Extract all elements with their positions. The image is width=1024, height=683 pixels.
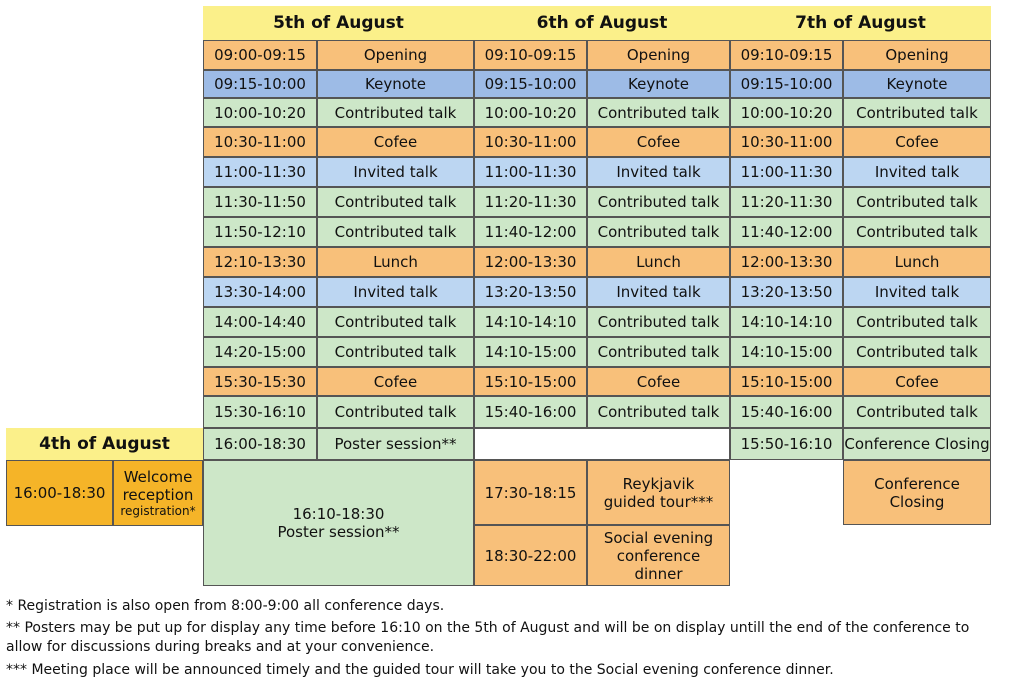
time-cell: 11:20-11:30 [730, 187, 843, 217]
time-cell: 11:40-12:00 [474, 217, 587, 247]
day-header-5: 5th of August [203, 6, 474, 40]
event-cell: Contributed talk [843, 98, 991, 127]
day-header-4: 4th of August [6, 428, 203, 460]
day-header-6: 6th of August [474, 6, 730, 40]
time-cell: 14:10-14:10 [474, 307, 587, 337]
event-cell: Contributed talk [843, 217, 991, 247]
time-cell: 11:00-11:30 [203, 157, 317, 187]
event-cell: Invited talk [843, 277, 991, 307]
event-cell: Keynote [587, 70, 730, 98]
day4-event-line1: Welcome [123, 467, 193, 486]
event-cell: Lunch [843, 247, 991, 277]
event-cell: Contributed talk [317, 307, 474, 337]
event-cell: Keynote [843, 70, 991, 98]
event-cell: Contributed talk [843, 337, 991, 367]
time-cell: 15:30-16:10 [203, 396, 317, 428]
event-cell: Cofee [843, 127, 991, 157]
time-cell: 12:10-13:30 [203, 247, 317, 277]
time-cell: 10:00-10:20 [730, 98, 843, 127]
footnote-1: * Registration is also open from 8:00-9:00 all conference days. [6, 598, 445, 614]
day5-poster-session-cell [203, 460, 474, 586]
time-cell: 09:15-10:00 [474, 70, 587, 98]
day6-tour-time: 17:30-18:15 [474, 460, 587, 525]
time-cell: 11:00-11:30 [730, 157, 843, 187]
event-cell: Keynote [317, 70, 474, 98]
footnote-3: *** Meeting place will be announced timely and the guided tour will take you to the Social evening conference dinner. [6, 662, 834, 678]
event-cell: Contributed talk [317, 98, 474, 127]
event-cell: Contributed talk [587, 307, 730, 337]
event-cell: Cofee [317, 367, 474, 396]
event-cell: Opening [843, 40, 991, 70]
event-cell: Conference Closing [843, 428, 991, 460]
event-cell: Contributed talk [843, 396, 991, 428]
day4-event-cell [113, 460, 203, 526]
event-cell: Contributed talk [587, 187, 730, 217]
day5-extra-time: 16:10-18:30 [292, 505, 385, 523]
time-cell: 09:10-09:15 [474, 40, 587, 70]
event-cell: Invited talk [587, 277, 730, 307]
time-cell: 11:20-11:30 [474, 187, 587, 217]
time-cell: 15:30-15:30 [203, 367, 317, 396]
time-cell: 11:30-11:50 [203, 187, 317, 217]
time-cell: 15:10-15:00 [474, 367, 587, 396]
event-cell: Lunch [587, 247, 730, 277]
day6-tour-event: Reykjavik guided tour*** [587, 460, 730, 525]
time-cell: 12:00-13:30 [730, 247, 843, 277]
time-cell: 10:00-10:20 [203, 98, 317, 127]
day5-extra-event: Poster session** [277, 523, 400, 541]
time-cell: 09:15-10:00 [203, 70, 317, 98]
time-cell: 11:40-12:00 [730, 217, 843, 247]
time-cell: 09:10-09:15 [730, 40, 843, 70]
event-cell: Invited talk [587, 157, 730, 187]
time-cell: 14:10-15:00 [474, 337, 587, 367]
event-cell: Contributed talk [317, 337, 474, 367]
time-cell: 10:30-11:00 [203, 127, 317, 157]
day4-event-line2: reception [122, 485, 194, 504]
day6-dinner-time: 18:30-22:00 [474, 525, 587, 586]
time-cell: 10:30-11:00 [474, 127, 587, 157]
footnote-2: ** Posters may be put up for display any time before 16:10 on the 5th of August and will be on display untill the end of the conference to allow for discussions during breaks and at your convenience. [6, 620, 970, 655]
time-cell: 13:30-14:00 [203, 277, 317, 307]
day6-dinner-event: Social evening conference dinner [587, 525, 730, 586]
time-cell: 16:00-18:30 [203, 428, 317, 460]
event-cell: Opening [317, 40, 474, 70]
day7-closing-cell: Conference Closing [843, 460, 991, 525]
event-cell: Invited talk [843, 157, 991, 187]
time-cell: 11:00-11:30 [474, 157, 587, 187]
event-cell: Contributed talk [317, 396, 474, 428]
day6-empty-cell [474, 428, 730, 460]
event-cell: Opening [587, 40, 730, 70]
time-cell: 14:00-14:40 [203, 307, 317, 337]
event-cell: Contributed talk [317, 217, 474, 247]
event-cell: Contributed talk [587, 396, 730, 428]
event-cell: Cofee [587, 127, 730, 157]
time-cell: 15:40-16:00 [730, 396, 843, 428]
time-cell: 09:15-10:00 [730, 70, 843, 98]
day4-time-cell: 16:00-18:30 [6, 460, 113, 526]
event-cell: Cofee [317, 127, 474, 157]
time-cell: 15:50-16:10 [730, 428, 843, 460]
event-cell: Contributed talk [587, 217, 730, 247]
time-cell: 14:10-14:10 [730, 307, 843, 337]
time-cell: 14:20-15:00 [203, 337, 317, 367]
day-header-7: 7th of August [730, 6, 991, 40]
time-cell: 09:00-09:15 [203, 40, 317, 70]
time-cell: 13:20-13:50 [730, 277, 843, 307]
event-cell: Contributed talk [587, 98, 730, 127]
event-cell: Invited talk [317, 157, 474, 187]
event-cell: Contributed talk [587, 337, 730, 367]
event-cell: Cofee [587, 367, 730, 396]
event-cell: Contributed talk [843, 187, 991, 217]
time-cell: 14:10-15:00 [730, 337, 843, 367]
time-cell: 10:00-10:20 [474, 98, 587, 127]
time-cell: 13:20-13:50 [474, 277, 587, 307]
time-cell: 10:30-11:00 [730, 127, 843, 157]
event-cell: Poster session** [317, 428, 474, 460]
time-cell: 11:50-12:10 [203, 217, 317, 247]
time-cell: 15:40-16:00 [474, 396, 587, 428]
day4-event-line3: registration* [120, 503, 196, 518]
event-cell: Lunch [317, 247, 474, 277]
time-cell: 12:00-13:30 [474, 247, 587, 277]
time-cell: 15:10-15:00 [730, 367, 843, 396]
event-cell: Contributed talk [843, 307, 991, 337]
event-cell: Cofee [843, 367, 991, 396]
event-cell: Invited talk [317, 277, 474, 307]
event-cell: Contributed talk [317, 187, 474, 217]
